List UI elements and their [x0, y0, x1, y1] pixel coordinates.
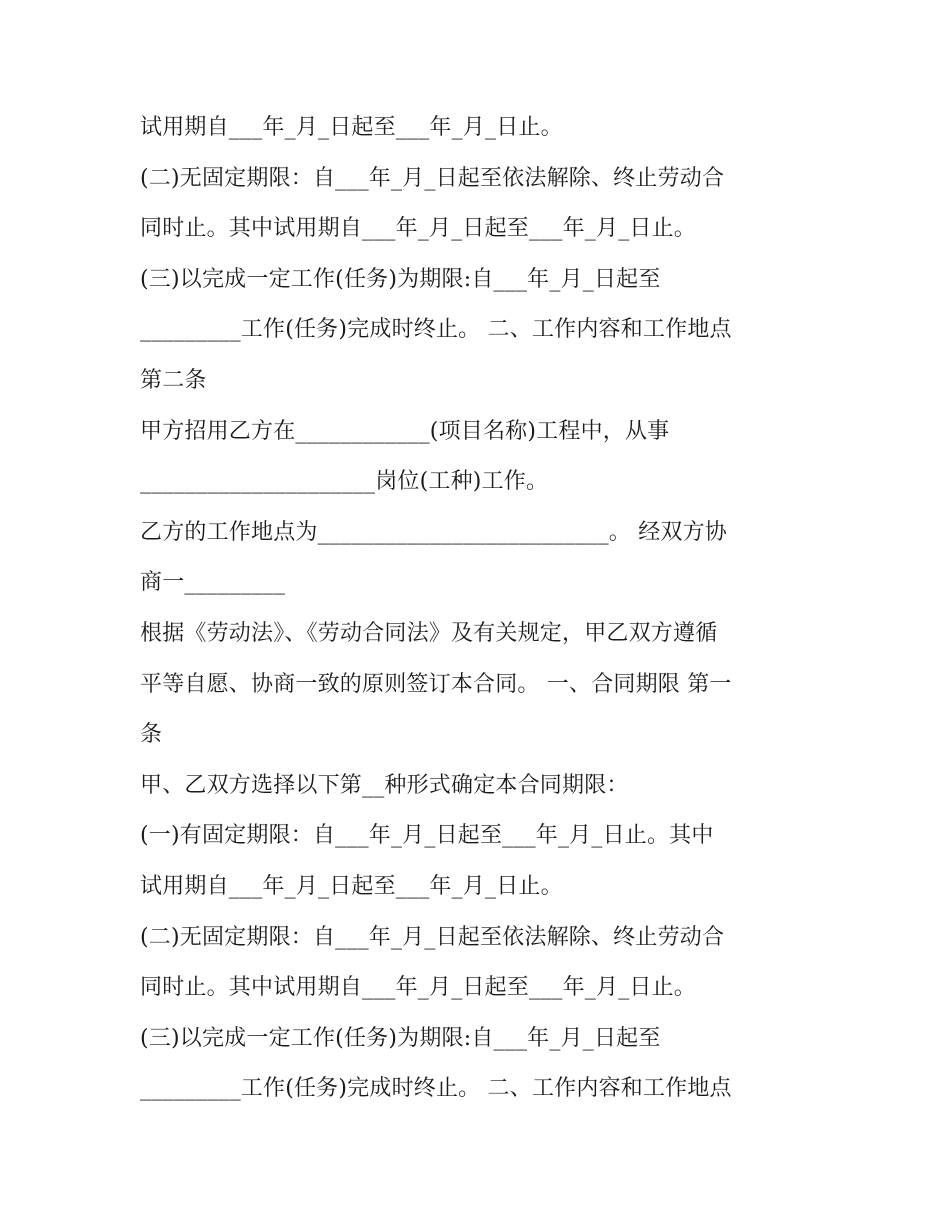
text-line: (三)以完成一定工作(任务)为期限:自___年_月_日起至: [140, 266, 661, 292]
text-line: (二)无固定期限：自___年_月_日起至依法解除、终止劳动合: [140, 165, 725, 191]
text-line: 试用期自___年_月_日起至___年_月_日止。: [140, 115, 563, 140]
text-line: 商一_________: [140, 570, 286, 596]
text-line: 平等自愿、协商一致的原则签订本合同。 一、合同期限 第一: [140, 671, 732, 697]
text-line: 同时止。其中试用期自___年_月_日起至___年_月_日止。: [140, 216, 697, 242]
text-line: 甲、乙双方选择以下第__种形式确定本合同期限：: [140, 772, 629, 798]
text-line: 同时止。其中试用期自___年_月_日起至___年_月_日止。: [140, 975, 697, 1001]
text-line: (一)有固定期限：自___年_月_日起至___年_月_日止。其中: [140, 823, 714, 849]
text-line: _________工作(任务)完成时终止。 二、工作内容和工作地点: [140, 1076, 732, 1102]
contract-text: [140, 103, 840, 1115]
text-line: (三)以完成一定工作(任务)为期限:自___年_月_日起至: [140, 1025, 661, 1051]
text-line: 条: [140, 722, 163, 748]
text-line: 乙方的工作地点为__________________________。 经双方协: [140, 519, 727, 545]
text-line: _____________________岗位(工种)工作。: [140, 469, 549, 495]
text-line: 根据《劳动法》、《劳动合同法》及有关规定，甲乙双方遵循: [140, 620, 718, 646]
text-line: 试用期自___年_月_日起至___年_月_日止。: [140, 873, 563, 899]
text-line: (二)无固定期限：自___年_月_日起至依法解除、终止劳动合: [140, 924, 725, 950]
article-heading: 第二条: [140, 367, 207, 393]
text-line: 甲方招用乙方在____________(项目名称)工程中，从事: [140, 418, 670, 444]
text-line: _________工作(任务)完成时终止。 二、工作内容和工作地点: [140, 317, 732, 343]
